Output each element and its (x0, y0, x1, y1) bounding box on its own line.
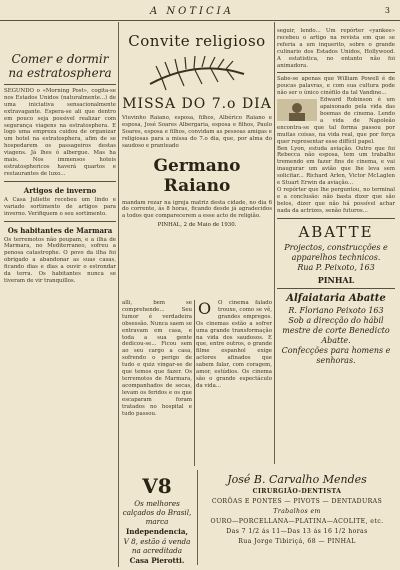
ad-title: Alfaiataria Abatte (286, 292, 386, 304)
article-body: O cinema falado trouxe, como se vê, grandes empregos. Os cinemas estão a sofrer uma grande transformação na vida dos saudosos. E que, entre outros, o grande filme espanhol exige actores afinados que sabem falar, com coragem, amor, estúdios. Os cinema são o grande espectáculo da vida... (196, 300, 272, 389)
dentist-address: Rua Jorge Tibiriçá, 68 — PINHAL (238, 538, 356, 545)
dentist-role: CIRURGIÃO-DENTISTA (252, 488, 342, 495)
dentist-ad (197, 470, 396, 565)
article-body: Ben Lyon, estuda aviação. Outro que foi Rebecca não esposa, tem um trabalho tremendo em fazer fins de cinema, e vai inaugurar um avião que lhe leva sem solicitar... Richard Arlen, Victor McLaglen e Stuart Erwin da aviação... (277, 145, 395, 187)
notice-headline: Convite religioso (128, 32, 266, 50)
column-divider (274, 22, 275, 464)
page-number: 3 (384, 6, 390, 15)
notice-intro: Viuvinho Raiano, esposa, filhos, Albérico Raiano e esposa, José Soares Albergaria, esposa e filhos, Paulo Soares, esposa e filhos, convidam as pessoas amigas e religiosas para a missa do 7.o dia, que, por alma do saudoso e pranteado (122, 115, 272, 149)
divider (4, 84, 116, 85)
divider (277, 288, 395, 289)
article-body: A Casa Juliette recebeu um lindo e variado sortimento de artigos para inverno. Verifiquem o seu sortimento. (4, 196, 116, 217)
ad-shop: Casa Pierotti. (129, 556, 185, 565)
ad-brand-mark: V8 (142, 474, 172, 498)
ad-footer: Confecções para homens e senhoras. (281, 345, 391, 365)
divider (277, 72, 395, 73)
column-middle-left (122, 300, 192, 417)
column-right (277, 28, 395, 366)
divider (4, 181, 116, 182)
portrait-photo (277, 99, 317, 121)
religious-notice (122, 22, 272, 230)
column-divider (194, 300, 195, 466)
column-divider (118, 22, 119, 567)
column-middle-right (196, 300, 272, 390)
ad-line: Os melhores calçados do Brasil, marca (122, 499, 192, 526)
article-subheadline: Os habitantes de Marmara (7, 225, 113, 235)
palm-branch-illustration (142, 54, 252, 94)
ad-city: PINHAL (317, 274, 355, 285)
dentist-services: CORÔAS E PONTES — PIVOTS — DENTADURAS (211, 498, 383, 505)
article-body: O repórter que lhe perguntou, no terminal e a conclusão: não basta dizer que são belos, dizer que não há possível achar nada da actrizes, senão futuros... (277, 186, 395, 214)
article-body: SEGUNDO o «Morning Post», cogita-se nos Estados Unidos (naturalmente...) de uma iniciativa sensacionalmente extravagante. Espera-se ali que dentro em pouco seja possivel realizar com segurança viagens na estratosphera. E logo uma empreza cuidou de organizar um hotel na estratosphera, afim de se hospedarem os passageiros destas viagens. Já lhes ó albergue. Mas ha mais. Nos immensos hoteis estratosphericos haverá quartos e restaurantes de luxo... (4, 88, 116, 177)
ad-address: R. Floriano Peixoto 163 (288, 305, 384, 315)
article-body: Sabe-se apenas que William Powell é de poucas palavras, e com sua cultura pode não ser o único cinéfilo da tal Vandine... (277, 76, 395, 97)
ad-body: Sob a direcção do hábil mestre de corte Benedicto Abatte. (282, 315, 390, 345)
masthead-title: A NOTICIA (150, 6, 234, 17)
article-body: Edward Robinson é um apaixonado pela vida das boemas de cinema. Lendo a vida de Napoleão encontra-se que tal forma passou por muitas coisas, na vida real, que por força quer representar esse diffícil papel. (277, 97, 395, 145)
dateline: PINHAL, 2 de Maio de 1930. (157, 222, 237, 229)
ad-brand: Independencia, (125, 527, 189, 536)
article-headline: Comer e dormir na estratosphera (8, 52, 112, 80)
svg-text:O: O (198, 300, 212, 316)
ad-address: Rua P. Peixoto, 163 (297, 262, 375, 272)
ad-subtitle: Projectos, construcções e apparelhos technicos. (284, 242, 388, 262)
drop-cap-ornament (196, 300, 216, 316)
article-body: seguir, lendo... Um repórter «yankee» recebeu o artigo na revista em que se referia a um inquerito, sobre o grande culinario dos Estados Unidos, Hollywood. A estatistica, no entanto não foi animadora. (277, 28, 395, 69)
dentist-name: José B. Carvalho Mendes (227, 473, 367, 486)
shoe-ad (121, 470, 193, 570)
dentist-line: Trabalhos em (273, 508, 321, 515)
article-subheadline: Artigos de inverno (23, 185, 97, 195)
divider (277, 218, 395, 219)
masthead (0, 0, 400, 21)
ad-line: V 8, estão á venda na acreditada (123, 537, 191, 555)
article-body: alli, bem se comprehende... Seu tumor é verdadeira obsessão. Nunca saem se entravam em casa, e toda a sua gente dedicou-se... Ficou sem ao seu cargo a casa, sofrendo o perigo de tudo e quiz vingar-se de que temos que fazer. Os terremotos de Marmara, acompanhados de secas, levam os feridos e os que escaparam foram tratados no hospital e tudo passou. (122, 300, 192, 417)
article-body: Os terremotos não poupam, e a ilha de Marmara, no Mediterraneo, sofreu a penosa catastrophe. O povo da ilha foi obrigado a abandonar as suas casas, ficando dias e dias a ouvir o estrondar da terra. Os habitantes nunca se tiveram de vir tranquillos. (4, 236, 116, 284)
divider (4, 221, 116, 222)
mass-title: MISSA DO 7.o DIA (122, 96, 272, 112)
ad-title: ABATTE (298, 222, 374, 241)
dentist-hours: Das 7 1/2 ás 11—Das 13 ás 16 1/2 horas (226, 528, 368, 535)
dentist-materials: OURO—PORCELLANA—PLATINA—ACOLITE, etc. (210, 518, 384, 525)
column-left (4, 50, 116, 285)
notice-body: mandam rezar na igreja matriz desta cidade, no dia 6 do corrente, ás 8 horas, ficando desde já agradecidos a todos que comparecerem a esse acto de religião. (122, 199, 272, 220)
deceased-name: Germano Raiano (153, 155, 241, 196)
